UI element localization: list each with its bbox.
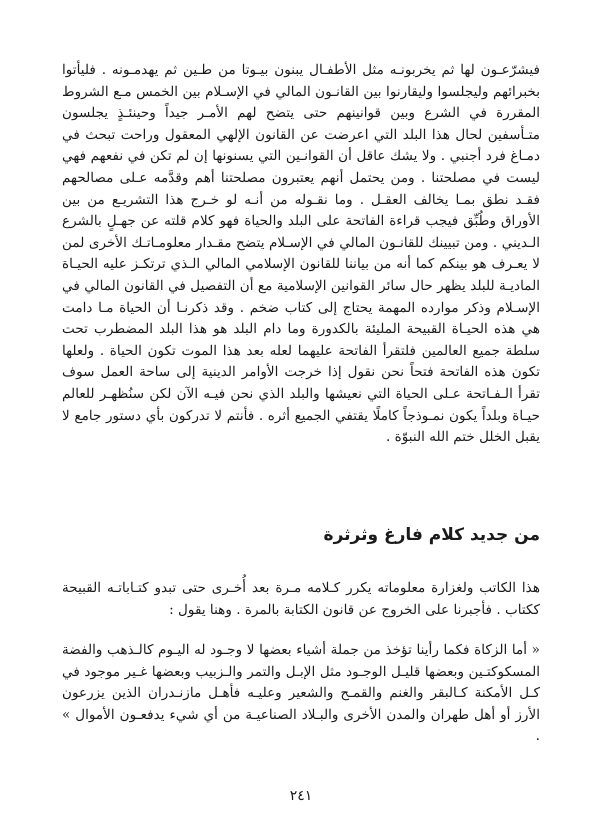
- body-paragraph-2: هذا الكاتب ولغزارة معلوماته يكرر كـلامه مـرة بعد أُخـرى حتى تبدو كتـاباتـه القبيحة ككتاب . فأجبرنا على الخروج عن قانون الكتابة بالمرة . وهنا يقول :: [62, 580, 540, 618]
- section-heading: من جديد كلام فارغ وثرثرة: [323, 525, 540, 545]
- quoted-passage: « أما الزكاة فكما رأينا تؤخذ من جملة أشياء بعضها لا وجـود له اليـوم كالـذهب والفضة المسكوكتـين وبعضها قليـل الوجـود مثل الإبـل والتمر والـزبيب وبعضها غـير موجود في كـل الأمكنة كـالبقر والغنم والقمـح والشعير وعليـه فأهـل مازنـدران الذين يزرعون الأرز أو أهل طهران والمدن الأخرى والبـلاد الصناعيـة من أي شيء يدفعـون الأموال » .: [62, 642, 540, 745]
- quote-text-block: [62, 640, 540, 748]
- body-text-block: [62, 60, 540, 449]
- page-number: ٢٤١: [289, 788, 313, 804]
- intro-text-block: [62, 578, 540, 621]
- body-paragraph-1: فيشرّعـون لها ثم يخربونـه مثل الأطفـال يبنون بيـوتا من طـين ثم يهدمـونه . فليأتوا بخبرائهم وليجلسوا وليقارنوا بين القانـون المالي في الإسـلام بين الخمس مـع الشروط المقررة في الشرع وبين قوانينهم حتى يتضح لهم الأمـر جيداً وحينئـذٍ يجلسون متـأسفين لحال هذا البلد التي اعرضت عن القانون الإلهي المعقول وراحت تبحث في دمـاغ فرد أجنبي . ولا يشك عاقل أن القوانـين التي يسنونها إن لم تكن في نفعهم فهي ليست في مصلحتنا . ومن يحتمل أنهم يعتبرون مصلحتنا أهم وقدَّمه عـلى مصالحهم فقـد نطق بمـا يخالف العقـل . وما نقـوله من أنـه لو خـرج هذا التشريـع من بين الأوراق وطُبِّق فيجب قراءة الفاتحة على البلد والحياة فهو كلام قلته عن جهـلٍ بالشرع الـديني . ومن تبيينك للقانـون المالي في الإسـلام يتضح مقـدار معلومـاتـك الأخرى لمن لا يعـرف هو بينكم كما أنه من بياننا للقانون الإسلامي المالي الـذي ترتكـز عليه الحيـاة الماديـة للبلد يظهر حال سائر القوانين الإسلامية مع أن التفصيل في القانون المالي في الإسـلام وذكر موارده المهمة يحتاج إلى كتاب ضخم . وقد ذكرنـا أن الحياة مـا دامت هي هذه الحيـاة القبيحة المليئة بالكدورة وما دام البلد هو هذا البلد المضطرب تحت سلطة جميع العالمين فلتقرأ الفاتحة عليهما لعله بعد هذا الموت تكون الحياة . ولعلها تكون هذه الفاتحة فتحاً نحن نقول إذا خرجت الأوامر الدينية إلى ساحة العمل سوف تقرأ الـفـاتحة عـلى الحياة التي نعيشها والبلد الذي نحن فيـه الآن لكن سنُظهـر للعالم حيـاة وبلداً يكون نمـوذجاً كاملًا يقتفي الجميع أثره . فأنتم لا تدركون بأي دستور جامع لا يقبل الخلل ختم الله النبوّة .: [62, 62, 540, 446]
